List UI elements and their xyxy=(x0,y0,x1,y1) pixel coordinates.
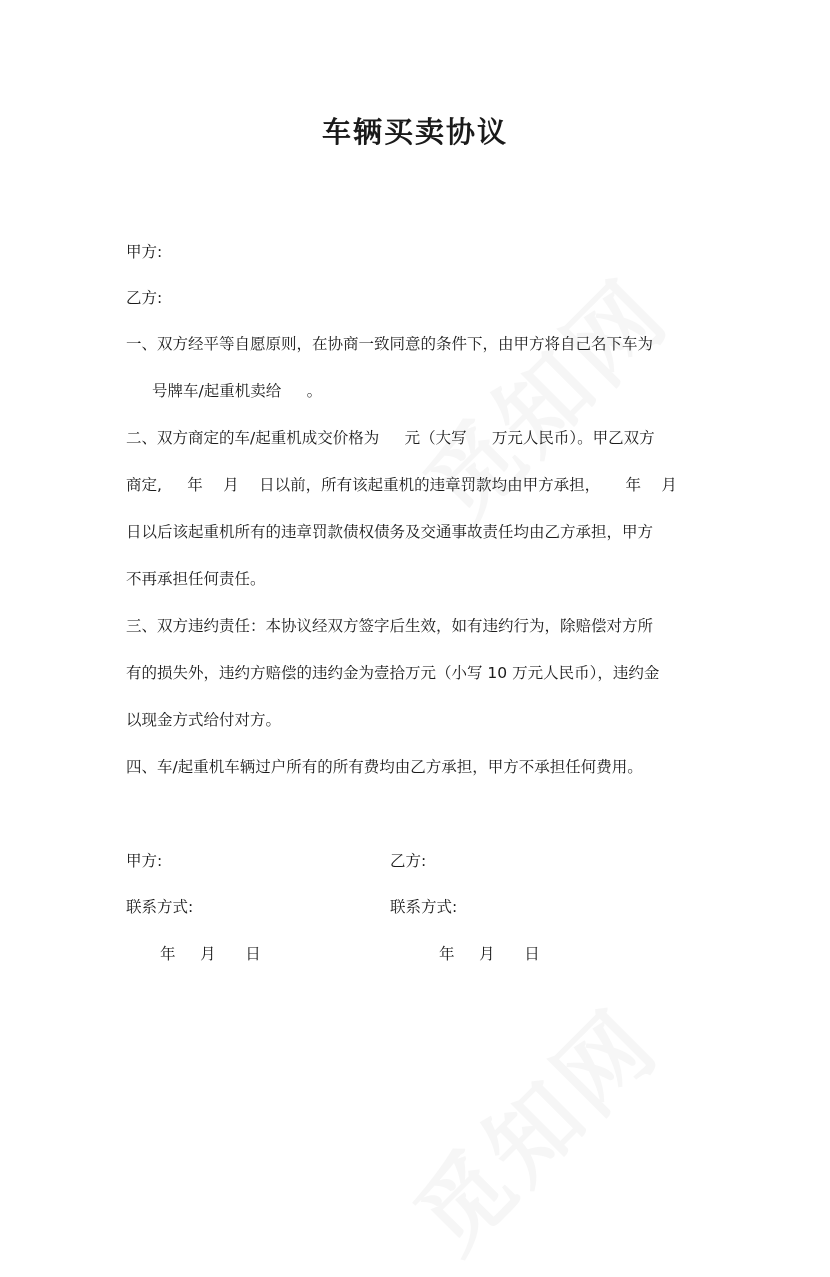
contact-party-b: 联系方式: xyxy=(390,898,458,916)
signature-party-b: 乙方: xyxy=(390,852,427,870)
clause-line: 有的损失外，违约方赔偿的违约金为壹拾万元（小写 10 万元人民币），违约金 xyxy=(126,664,660,682)
watermark xyxy=(391,245,692,546)
clause-line: 二、双方商定的车/起重机成交价格为 元（大写 万元人民币）。甲乙双方 xyxy=(126,429,655,447)
clause-line: 四、车/起重机车辆过户所有的所有费均由乙方承担，甲方不承担任何费用。 xyxy=(126,758,643,776)
watermark xyxy=(381,975,682,1276)
contact-party-a: 联系方式: xyxy=(126,898,194,916)
clause-line: 不再承担任何责任。 xyxy=(126,570,266,588)
signature-party-a: 甲方: xyxy=(126,852,163,870)
date-party-a: 年 月 日 xyxy=(160,945,261,963)
document-title: 车辆买卖协议 xyxy=(321,115,508,149)
clause-line: 三、双方违约责任：本协议经双方签字后生效，如有违约行为，除赔偿对方所 xyxy=(126,617,654,635)
clause-line: 号牌车/起重机卖给 。 xyxy=(152,382,323,400)
clause-line: 一、双方经平等自愿原则，在协商一致同意的条件下，由甲方将自己名下车为 xyxy=(126,335,654,353)
party-b-line: 乙方: xyxy=(126,289,163,307)
party-a-line: 甲方: xyxy=(126,243,163,261)
date-party-b: 年 月 日 xyxy=(439,945,540,963)
clause-line: 日以后该起重机所有的违章罚款债权债务及交通事故责任均由乙方承担，甲方 xyxy=(126,523,654,541)
clause-line: 商定, 年 月 日以前，所有该起重机的违章罚款均由甲方承担， 年 月 xyxy=(126,476,677,494)
clause-line: 以现金方式给付对方。 xyxy=(126,711,282,729)
